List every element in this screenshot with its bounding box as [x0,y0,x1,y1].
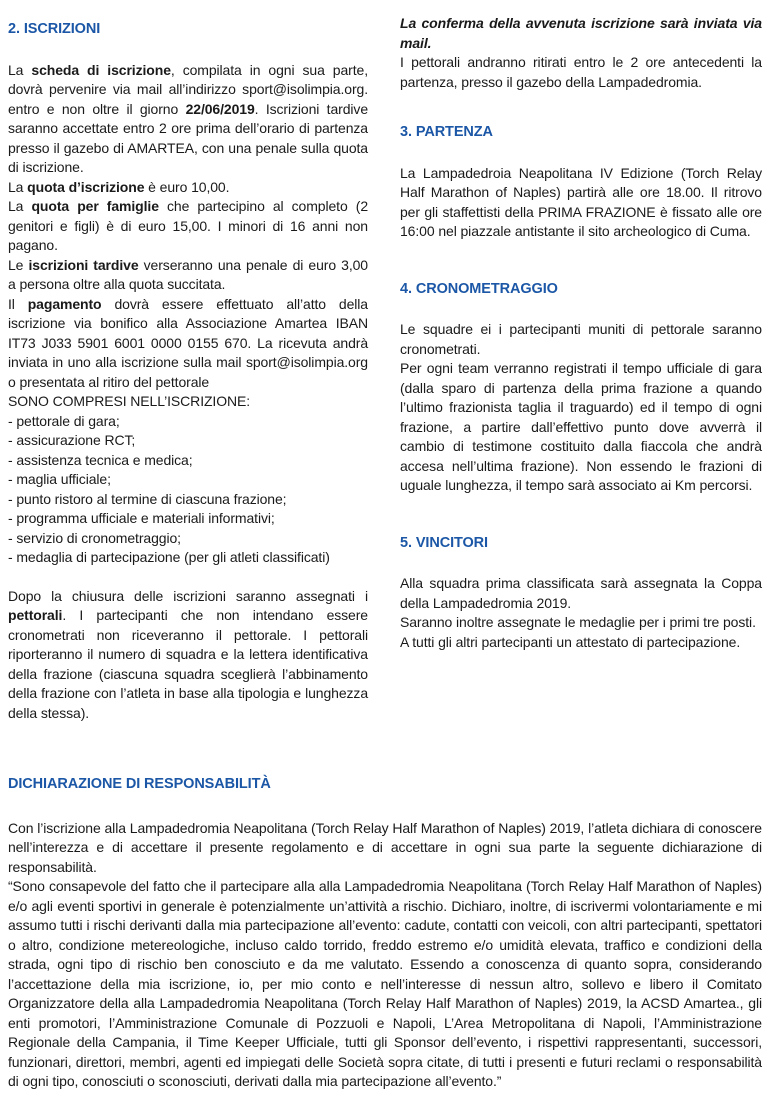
list-item: - assistenza tecnica e medica; [8,451,193,468]
declaration-section [8,775,762,1092]
declaration-heading: DICHIARAZIONE DI RESPONSABILITÀ [8,776,271,792]
start-paragraph: La Lampadedroia Neapolitana IV Edizione (Torch Relay Half Marathon of Naples) partirà alle ore 18.00. Il ritrovo per gli staffettisti della PRIMA FRAZIONE è fissato alle ore 16:00 nel piazzale antistante il sito archeologico di Cuma. [400,164,762,239]
timing-paragraph-2: Per ogni team verranno registrati il tempo ufficiale di gara (dalla sparo di partenza della prima frazione a quando l’ultimo frazionista taglia il traguardo) ed il tempo di ogni frazione, a partire dall’effettivo punto dove avverrà il cambio di testimone costituito dalla fiaccola che andrà accesa nell’ultima frazione). Non essendo le frazioni di uguale lunghezza, il tempo sarà associato ai Km percorsi. [400,360,762,493]
list-item: - servizio di cronometraggio; [8,529,181,546]
winners-paragraph-2: Saranno inoltre assegnate le medaglie per i primi tre posti. [400,614,756,630]
late-registration-paragraph: Le iscrizioni tardive verseranno una penale di euro 3,00 a persona oltre alla quota succitata. [8,256,368,292]
list-item: - assicurazione RCT; [8,432,136,448]
section-5-heading: 5. VINCITORI [400,534,488,551]
list-item: - pettorale di gara; [8,412,120,429]
confirmation-note: La conferma della avvenuta iscrizione sarà inviata via mail. [400,15,762,51]
registration-fee-paragraph: La quota d’iscrizione è euro 10,00. [8,178,230,195]
section-2-heading: 2. ISCRIZIONI [8,21,101,37]
included-list [8,412,368,568]
declaration-paragraph-1: Con l’iscrizione alla Lampadedromia Neapolitana (Torch Relay Half Marathon of Naples) 2019, l’atleta dichiara di conoscere nell’interezza e di accettare il presente regolamento e di accettare in ogni sua parte la seguente dichiarazione di responsabilità. [8,819,762,875]
winners-paragraph-3: A tutti gli altri partecipanti un attestato di partecipazione. [400,633,741,650]
declaration-paragraph-2: “Sono consapevole del fatto che il partecipare alla alla Lampadedromia Neapolitana (Torch Relay Half Marathon of Naples) e/o agli eventi sportivi in generale è potenzialmente un’attività a rischio. Dichiaro, inoltre, di iscrivermi volontariamente e mi assumo tutti i rischi derivanti dalla mia partecipazione all’evento: cadute, contatti con veicoli, con altri partecipanti, spettatori o altro, condizione metereologiche, incluso caldo torrido, freddo estremo e/o umidità elevata, traffico e condizioni della strada, ogni tipo di rischio ben conosciuto e da me valutato. Essendo a conoscenza di quanto sopra, considerando l’accettazione della mia iscrizione, io, per mio conto e nell’interesse di nessun altro, sollevo e libero il Comitato Organizzatore della alla Lampadedromia Neapolitana (Torch Relay Half Marathon of Naples) 2019, la ACSD Amartea., gli enti promotori, l’Amministrazione Comunale di Pozzuoli e Napoli, L’Area Metropolitana di Napoli, l’Amministrazione Regionale della Campania, il Time Keeper Ufficiale, tutti gli Sponsor dell’evento, i rispettivi rappresentanti, successori, funzionari, direttori, membri, agenti ed impiegati delle Società sopra citate, di tutti i presenti e futuri reclami o responsabilità di ogni tipo, conosciuti o sconosciuti, derivati dalla mia partecipazione all’evento.” [8,878,762,1089]
left-column [8,14,368,723]
family-fee-paragraph: La quota per famiglie che partecipino al completo (2 genitori e figli) è di euro 15,00. I minori di 16 anni non pagano. [8,198,369,253]
section-3-heading: 3. PARTENZA [400,124,493,140]
list-item: - programma ufficiale e materiali informativi; [8,510,275,526]
section-4-heading: 4. CRONOMETRAGGIO [400,280,558,297]
included-title: SONO COMPRESI NELL’ISCRIZIONE: [8,393,251,409]
bib-numbers-paragraph: Dopo la chiusura delle iscrizioni saranno assegnati i pettorali. I partecipanti che non intendano essere cronometrati non riceveranno il pettorale. I pettorali riporteranno il numero di squadra e la lettera identificativa della frazione (ciascuna squadra sceglierà l’abbinamento della frazione con l’atleta in base alla tipologia e lunghezza della stessa). [8,587,368,721]
payment-paragraph: Il pagamento dovrà essere effettuato all’atto della iscrizione via bonifico alla Associazione Amartea IBAN IT73 J033 5901 6001 0000 0155 670. La ricevuta andrà inviata in uno alla iscrizione sulla mail sport@isolimpia.org o presentata al ritiro del pettorale [8,295,368,390]
bib-pickup-paragraph: I pettorali andranno ritirati entro le 2 ore antecedenti la partenza, presso il gazebo della Lampadedromia. [400,54,762,90]
list-item: - maglia ufficiale; [8,471,111,487]
timing-paragraph-1: Le squadre ei i partecipanti muniti di pettorale saranno cronometrati. [400,321,762,357]
list-item: - medaglia di partecipazione (per gli atleti classificati) [8,549,330,565]
list-item: - punto ristoro al termine di ciascuna frazione; [8,490,287,507]
registration-form-paragraph: La scheda di iscrizione, compilata in ogni sua parte, dovrà pervenire via mail all’indirizzo sport@isolimpia.org. entro e non oltre il giorno 22/06/2019. Iscrizioni tardive saranno accettate entro 2 ore prima dell’orario di partenza presso il gazebo di AMARTEA, con una penale sulla quota di iscrizione. [8,61,369,175]
winners-paragraph-1: Alla squadra prima classificata sarà assegnata la Coppa della Lampadedromia 2019. [400,575,762,611]
right-column [400,14,762,652]
